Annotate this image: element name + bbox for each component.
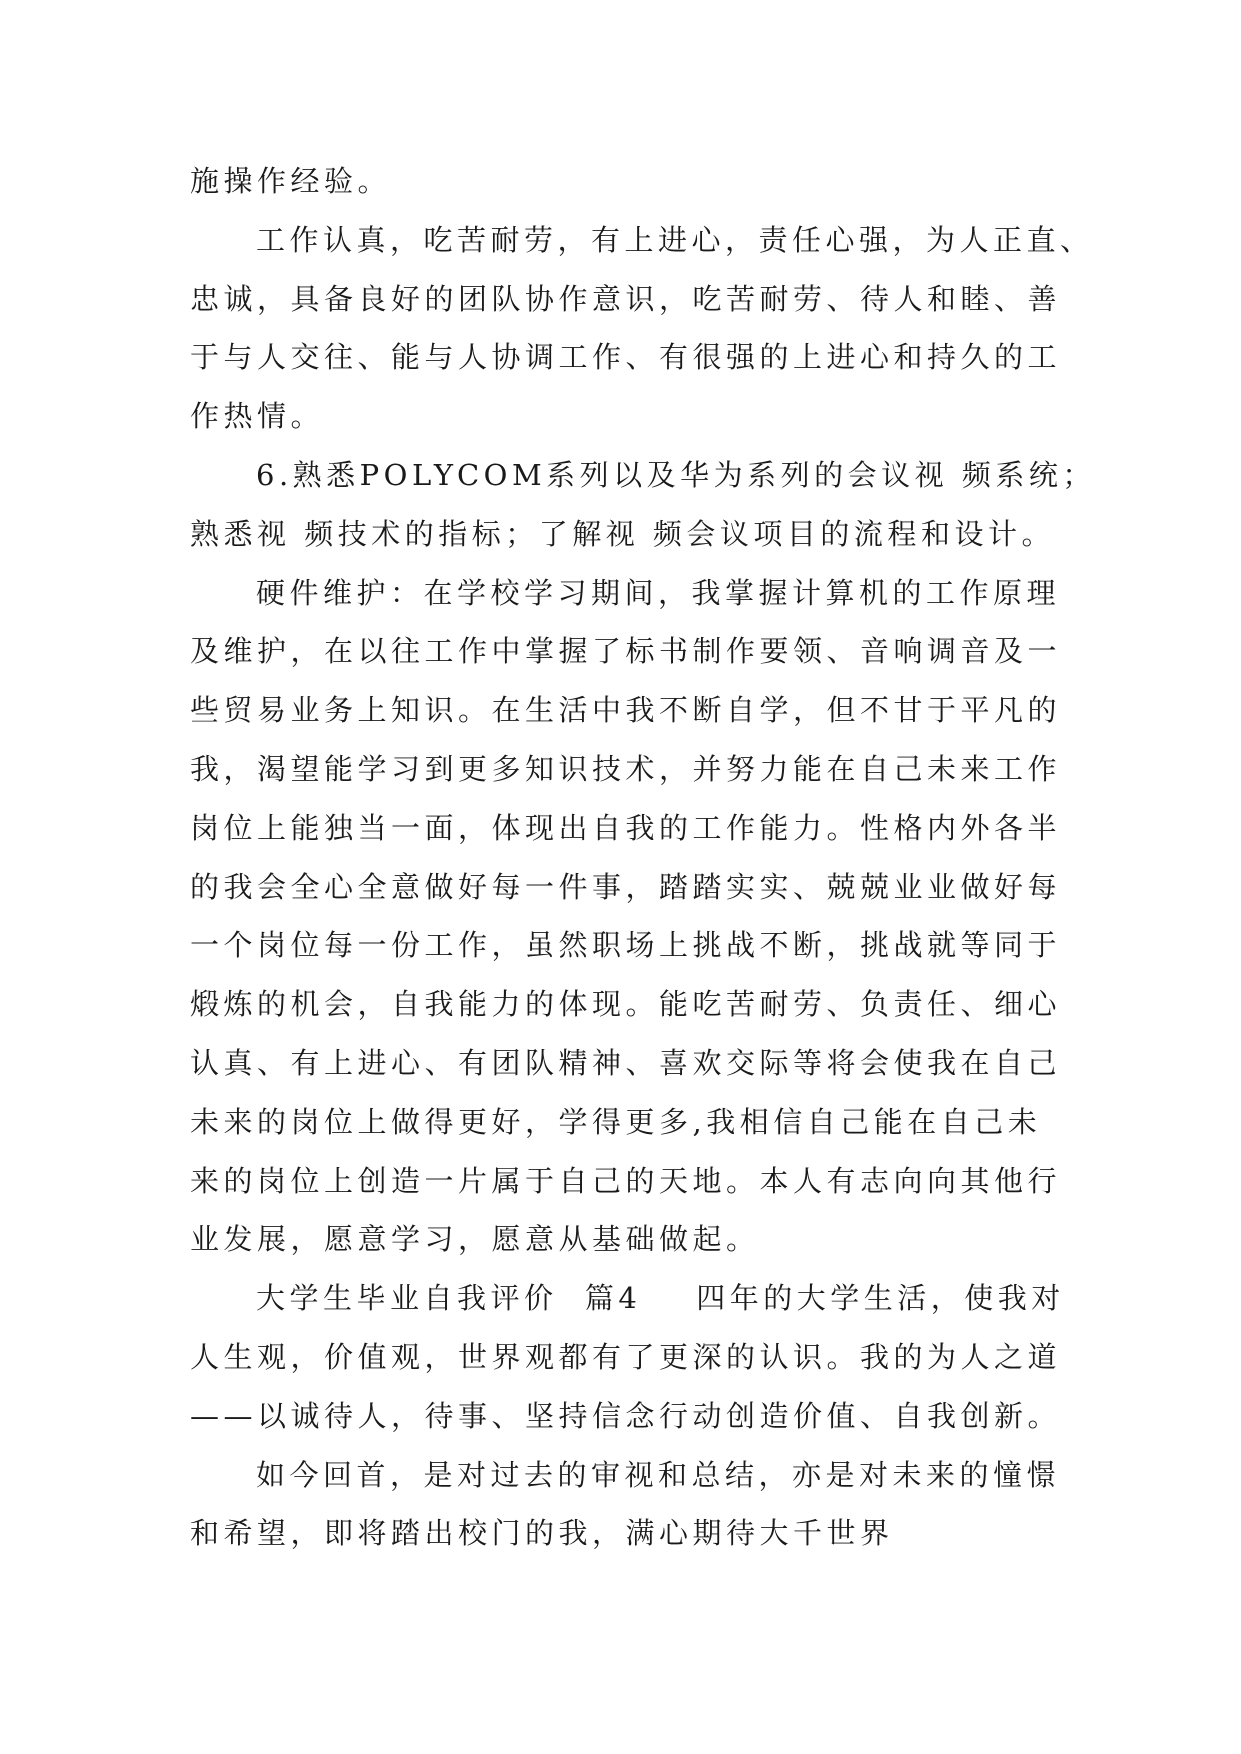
paragraph-line: 忠诚，具备良好的团队协作意识，吃苦耐劳、待人和睦、善 <box>190 281 1062 316</box>
paragraph-line: ——以诚待人，待事、坚持信念行动创造价值、自我创新。 <box>190 1398 1062 1433</box>
paragraph-line: 煅炼的机会，自我能力的体现。能吃苦耐劳、负责任、细心 <box>190 987 1062 1022</box>
paragraph-first-line: 如今回首，是对过去的审视和总结，亦是对未来的憧憬 <box>256 1457 1061 1492</box>
paragraph-first-line: 工作认真，吃苦耐劳，有上进心，责任心强，为人正直、 <box>256 222 1094 257</box>
paragraph-line: 我，渴望能学习到更多知识技术，并努力能在自己未来工作 <box>190 751 1062 786</box>
paragraph-line: 认真、有上进心、有团队精神、喜欢交际等将会使我在自己 <box>190 1045 1062 1080</box>
paragraph-line: 于与人交往、能与人协调工作、有很强的上进心和持久的工 <box>190 340 1062 375</box>
paragraph-line: 施操作经验。 <box>190 164 392 198</box>
paragraph-line: 未来的岗位上做得更好，学得更多,我相信自己能在自己未 <box>190 1104 1042 1139</box>
paragraph-line: 和希望，即将踏出校门的我，满心期待大千世界 <box>190 1516 894 1551</box>
paragraph-first-line: 大学生毕业自我评价 篇4 四年的大学生活，使我对 <box>256 1281 1065 1316</box>
paragraph-line: 人生观，价值观，世界观都有了更深的认识。我的为人之道 <box>190 1339 1062 1374</box>
paragraph-line: 岗位上能独当一面，体现出自我的工作能力。性格内外各半 <box>190 810 1062 845</box>
paragraph-first-line: 硬件维护：在学校学习期间，我掌握计算机的工作原理 <box>256 575 1061 610</box>
paragraph-line: 业发展，愿意学习，愿意从基础做起。 <box>190 1222 760 1257</box>
document-body <box>190 152 1096 1563</box>
paragraph-line: 熟悉视 频技术的指标；了解视 频会议项目的流程和设计。 <box>190 516 1055 551</box>
paragraph-line: 的我会全心全意做好每一件事，踏踏实实、兢兢业业做好每 <box>190 869 1062 904</box>
paragraph-first-line: 6.熟悉POLYCOM系列以及华为系列的会议视 频系统； <box>256 457 1096 492</box>
paragraph-line: 些贸易业务上知识。在生活中我不断自学，但不甘于平凡的 <box>190 693 1062 728</box>
paragraph-line: 作热情。 <box>190 399 325 434</box>
paragraph-line: 来的岗位上创造一片属于自己的天地。本人有志向向其他行 <box>190 1163 1062 1198</box>
paragraph-line: 一个岗位每一份工作，虽然职场上挑战不断，挑战就等同于 <box>190 928 1062 963</box>
paragraph-line: 及维护，在以往工作中掌握了标书制作要领、音响调音及一 <box>190 634 1062 669</box>
